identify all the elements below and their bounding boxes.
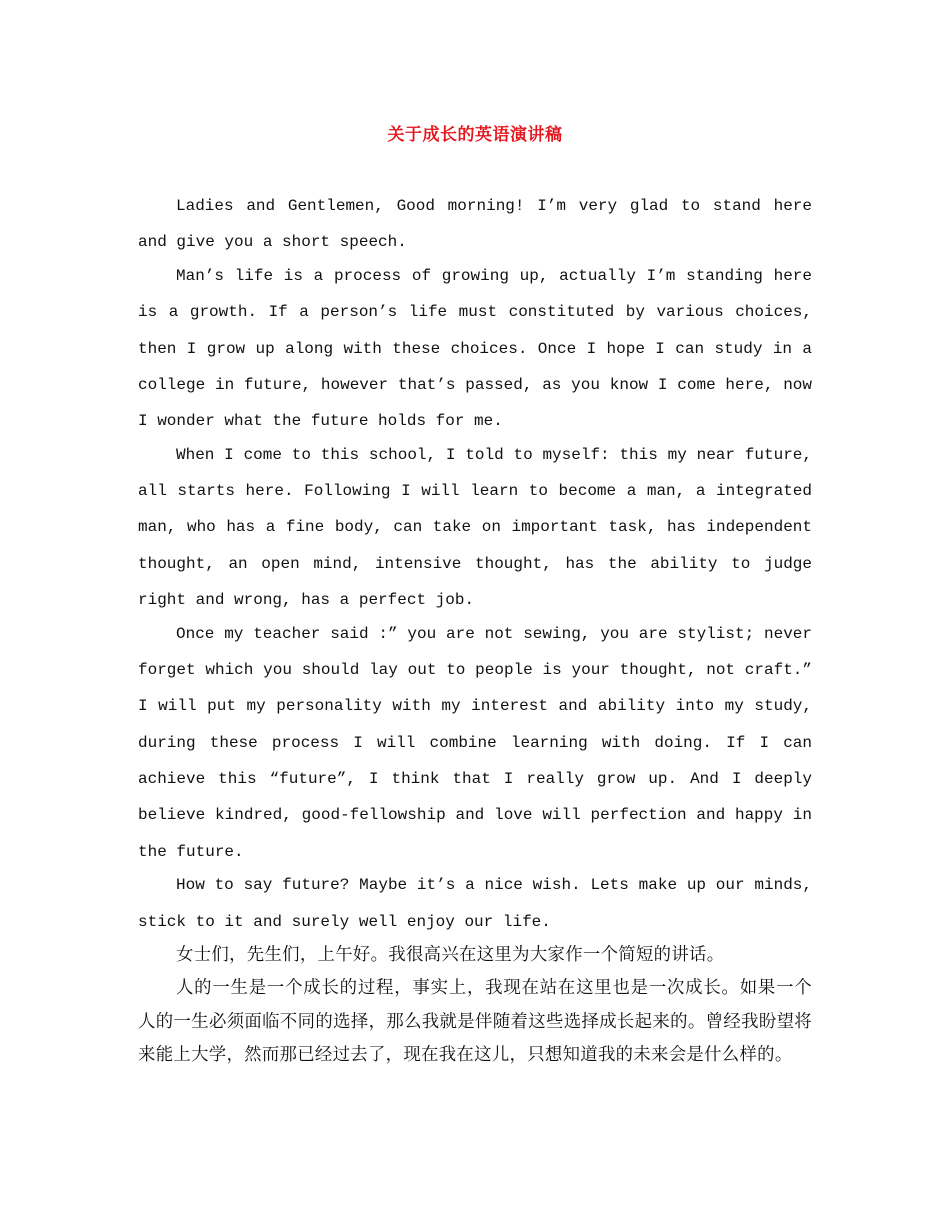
document-body — [138, 188, 812, 1072]
paragraph-closing: How to say future? Maybe it’s a nice wish. Lets make up our minds, stick to it and surely well enjoy our life. — [138, 876, 812, 931]
paragraph-growth-process: Man’s life is a process of growing up, actually I’m standing here is a growth. If a person’s life must constituted by various choices, then I grow up along with these choices. Once I hope I can study in a college in future, however that’s passed, as you know I come here, now I wonder what the future holds for me. — [138, 267, 812, 431]
paragraph-greeting-chinese: 女士们，先生们，上午好。我很高兴在这里为大家作一个简短的讲话。 — [176, 945, 725, 966]
paragraph-greeting: Ladies and Gentlemen, Good morning! I’m very glad to stand here and give you a short speech. — [138, 197, 812, 252]
document-title: 关于成长的英语演讲稿 — [387, 125, 563, 145]
paragraph-teacher-quote: Once my teacher said :” you are not sewing, you are stylist; never forget which you should lay out to people is your thought, not craft.” I will put my personality with my interest and ability into my study, during these process I will combine learning with doing. If I can achieve this “future”, I think that I really grow up. And I deeply believe kindred, good-fellowship and love will perfection and happy in the future. — [138, 624, 812, 861]
paragraph-growth-process-chinese: 人的一生是一个成长的过程，事实上，我现在站在这里也是一次成长。如果一个人的一生必须面临不同的选择，那么我就是伴随着这些选择成长起来的。曾经我盼望将来能上大学，然而那已经过去了，现在我在这儿，只想知道我的未来会是什么样的。 — [138, 978, 812, 1065]
paragraph-school-future: When I come to this school, I told to myself: this my near future, all starts here. Following I will learn to become a man, a integrated man, who has a fine body, can take on important task, has independent thought, an open mind, intensive thought, has the ability to judge right and wrong, has a perfect job. — [138, 445, 812, 610]
